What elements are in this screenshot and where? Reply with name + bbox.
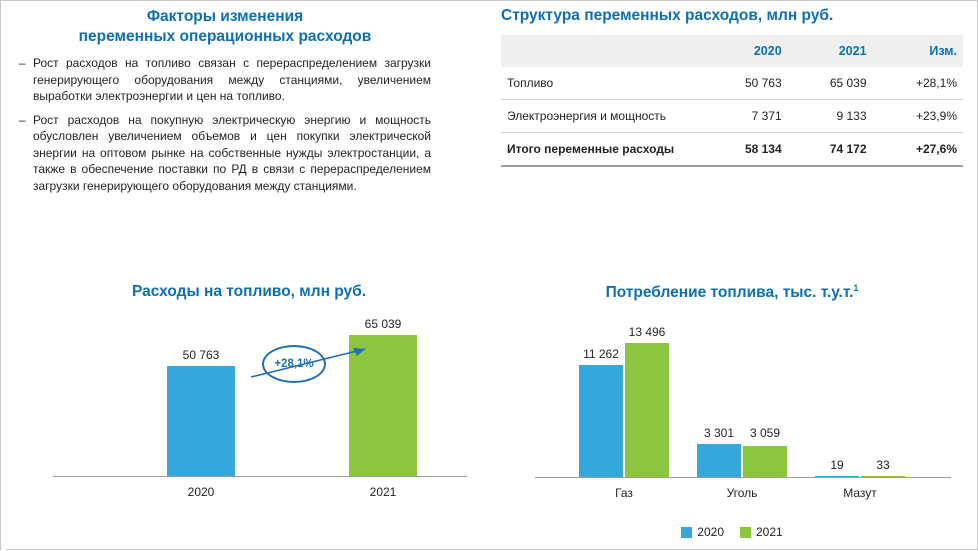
factors-bullet-text: Рост расходов на покупную электрическую энергию и мощность обусловлен увеличением объемов и цен покупки электрической энергии на оптовом рынке на собственные нужды электростанции, а также в обеспечение поставки по РД в связи с перераспределением загрузки генерирующего оборудования между станциями. xyxy=(33,112,431,193)
bullet-dash-icon: – xyxy=(19,56,26,70)
bar-gas-2020 xyxy=(579,365,623,477)
table-cell-2020: 7 371 xyxy=(703,100,788,133)
legend-swatch-2020-icon xyxy=(681,527,692,538)
table-cell-2021: 74 172 xyxy=(788,133,873,167)
bar-label-2020: 50 763 xyxy=(182,348,220,362)
category-label-2021: 2021 xyxy=(369,485,397,499)
table-row xyxy=(501,100,963,133)
bar-label-coal-2021: 3 059 xyxy=(749,426,781,441)
bar-label-fueloil-2020: 19 xyxy=(830,458,844,473)
factors-title-line1: Факторы изменения xyxy=(146,8,304,25)
fuel-consumption-legend xyxy=(501,525,963,539)
table-cell-2021: 65 039 xyxy=(788,67,873,100)
factors-title-line2: переменных операционных расходов xyxy=(78,28,372,45)
bar-fueloil-2020 xyxy=(815,476,859,477)
factors-title xyxy=(19,7,431,47)
bar-2020 xyxy=(167,366,235,476)
table-cell-name: Электроэнергия и мощность xyxy=(501,100,703,133)
category-label-2020: 2020 xyxy=(187,485,215,499)
bar-label-fueloil-2021: 33 xyxy=(876,458,890,473)
table-header-cell-name xyxy=(501,35,703,67)
table-header-row xyxy=(501,35,963,67)
legend-label-2021: 2021 xyxy=(756,525,783,539)
growth-badge: +28,1% xyxy=(262,345,326,383)
fuel-cost-chart xyxy=(19,283,479,541)
bar-label-gas-2020: 11 262 xyxy=(583,347,619,362)
legend-item-2020 xyxy=(681,525,724,539)
variable-costs-table xyxy=(501,35,963,167)
bar-fueloil-2021 xyxy=(861,476,905,477)
fuel-cost-chart-title: Расходы на топливо, млн руб. xyxy=(131,283,367,300)
category-label-gas: Газ xyxy=(615,486,633,501)
variable-costs-section xyxy=(501,7,963,167)
fuel-consumption-chart xyxy=(501,283,963,541)
legend-swatch-2021-icon xyxy=(740,527,751,538)
table-cell-change: +23,9% xyxy=(873,100,963,133)
bar-coal-2020 xyxy=(697,444,741,477)
table-cell-2021: 9 133 xyxy=(788,100,873,133)
variable-costs-title: Структура переменных расходов, млн руб. xyxy=(501,7,834,24)
table-cell-name: Топливо xyxy=(501,67,703,100)
bar-label-coal-2020: 3 301 xyxy=(703,426,735,441)
factors-bullet xyxy=(19,55,431,105)
table-cell-name: Итого переменные расходы xyxy=(501,133,703,167)
left-accent-bar xyxy=(1,1,6,551)
legend-item-2021 xyxy=(740,525,783,539)
table-row xyxy=(501,67,963,100)
legend-label-2020: 2020 xyxy=(697,525,724,539)
fuel-consumption-title-footnote: 1 xyxy=(853,283,859,293)
bar-label-2021: 65 039 xyxy=(364,317,402,331)
bar-coal-2021 xyxy=(743,446,787,477)
bar-label-gas-2021: 13 496 xyxy=(628,325,666,340)
fuel-cost-plot-area xyxy=(19,307,479,503)
factors-bullet xyxy=(19,112,431,195)
table-cell-change: +28,1% xyxy=(873,67,963,100)
table-header-cell-change: Изм. xyxy=(873,35,963,67)
fuel-consumption-title-text: Потребление топлива, тыс. т.у.т. xyxy=(605,284,854,302)
table-cell-change: +27,6% xyxy=(873,133,963,167)
x-axis-line xyxy=(535,477,951,478)
factors-bullet-text: Рост расходов на топливо связан с перераспределением загрузки генерирующего оборудования между станциями, увеличением выработки электроэнергии и цен на топливо. xyxy=(33,56,431,103)
table-header-cell-2021: 2021 xyxy=(788,35,873,67)
table-cell-2020: 50 763 xyxy=(703,67,788,100)
x-axis-line xyxy=(53,476,467,477)
bullet-dash-icon: – xyxy=(19,112,26,127)
table-header-cell-2020: 2020 xyxy=(703,35,788,67)
fuel-consumption-plot-area xyxy=(501,308,963,504)
bar-gas-2021 xyxy=(625,343,669,477)
category-label-coal: Уголь xyxy=(726,486,758,501)
category-label-fueloil: Мазут xyxy=(843,486,877,501)
fuel-consumption-chart-title xyxy=(501,283,963,302)
table-row-total xyxy=(501,133,963,167)
factors-section xyxy=(19,7,431,201)
table-cell-2020: 58 134 xyxy=(703,133,788,167)
